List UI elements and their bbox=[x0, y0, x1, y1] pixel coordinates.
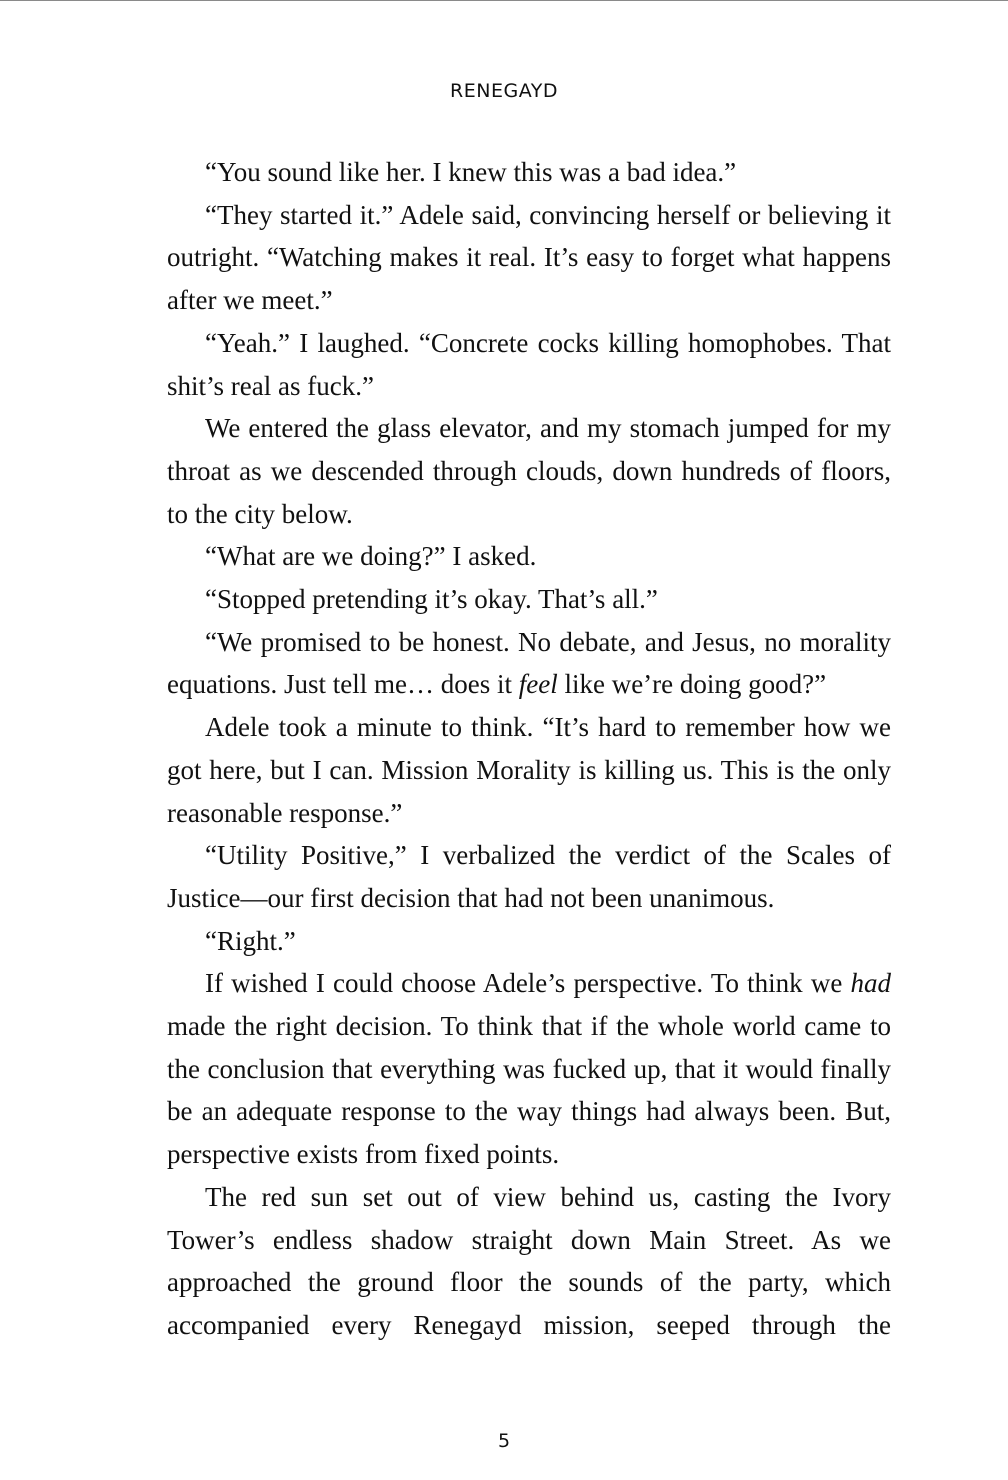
paragraph-continued: The red sun set out of view behind us, casting the Ivory Tower’s endless shadow straight down Main Street. As we approached the ground floor the sounds of the party, which accompanied every Renegayd mission, seeped through the bbox=[167, 1181, 891, 1340]
paragraph: We entered the glass elevator, and my stomach jumped for my throat as we descended through clouds, down hundreds of floors, to the city below. bbox=[167, 413, 891, 529]
page-number: 5 bbox=[497, 1430, 511, 1452]
emphasis-text: had bbox=[850, 968, 891, 999]
running-head-title: RENEGAYD bbox=[450, 80, 558, 102]
emphasis-text: feel bbox=[518, 669, 558, 700]
paragraph: “You sound like her. I knew this was a bad idea.” bbox=[205, 157, 737, 187]
paragraph-text: “We promised to be honest. No debate, and Jesus, no morality equations. Just tell me… does it bbox=[167, 626, 891, 700]
paragraph: “Stopped pretending it’s okay. That’s all.” bbox=[205, 584, 658, 615]
paragraph: “Right.” bbox=[205, 925, 296, 956]
paragraph-text: made the right decision. To think that if the whole world came to the conclusion that everything was fucked up, that it would finally be an adequate response to the way things had always been. But, perspective exists from fixed points. bbox=[167, 1011, 891, 1170]
paragraph: “What are we doing?” I asked. bbox=[205, 541, 537, 572]
body-text bbox=[167, 151, 891, 1347]
paragraph: Adele took a minute to think. “It’s hard to remember how we got here, but I can. Mission Morality is killing us. This is the only reasonable response.” bbox=[167, 712, 891, 828]
paragraph bbox=[167, 621, 891, 706]
paragraph: “They started it.” Adele said, convincing herself or believing it outright. “Watching makes it real. It’s easy to forget what happens after we meet.” bbox=[167, 199, 891, 316]
paragraph bbox=[167, 962, 891, 1176]
paragraph: “Utility Positive,” I verbalized the verdict of the Scales of Justice—our first decision that had not been unanimous. bbox=[167, 840, 891, 913]
paragraph-text: like we’re doing good?” bbox=[557, 669, 827, 700]
top-border-line bbox=[0, 0, 1008, 1]
paragraph: “Yeah.” I laughed. “Concrete cocks killing homophobes. That shit’s real as fuck.” bbox=[167, 327, 891, 401]
paragraph-text: If wished I could choose Adele’s perspective. To think we bbox=[205, 968, 851, 999]
